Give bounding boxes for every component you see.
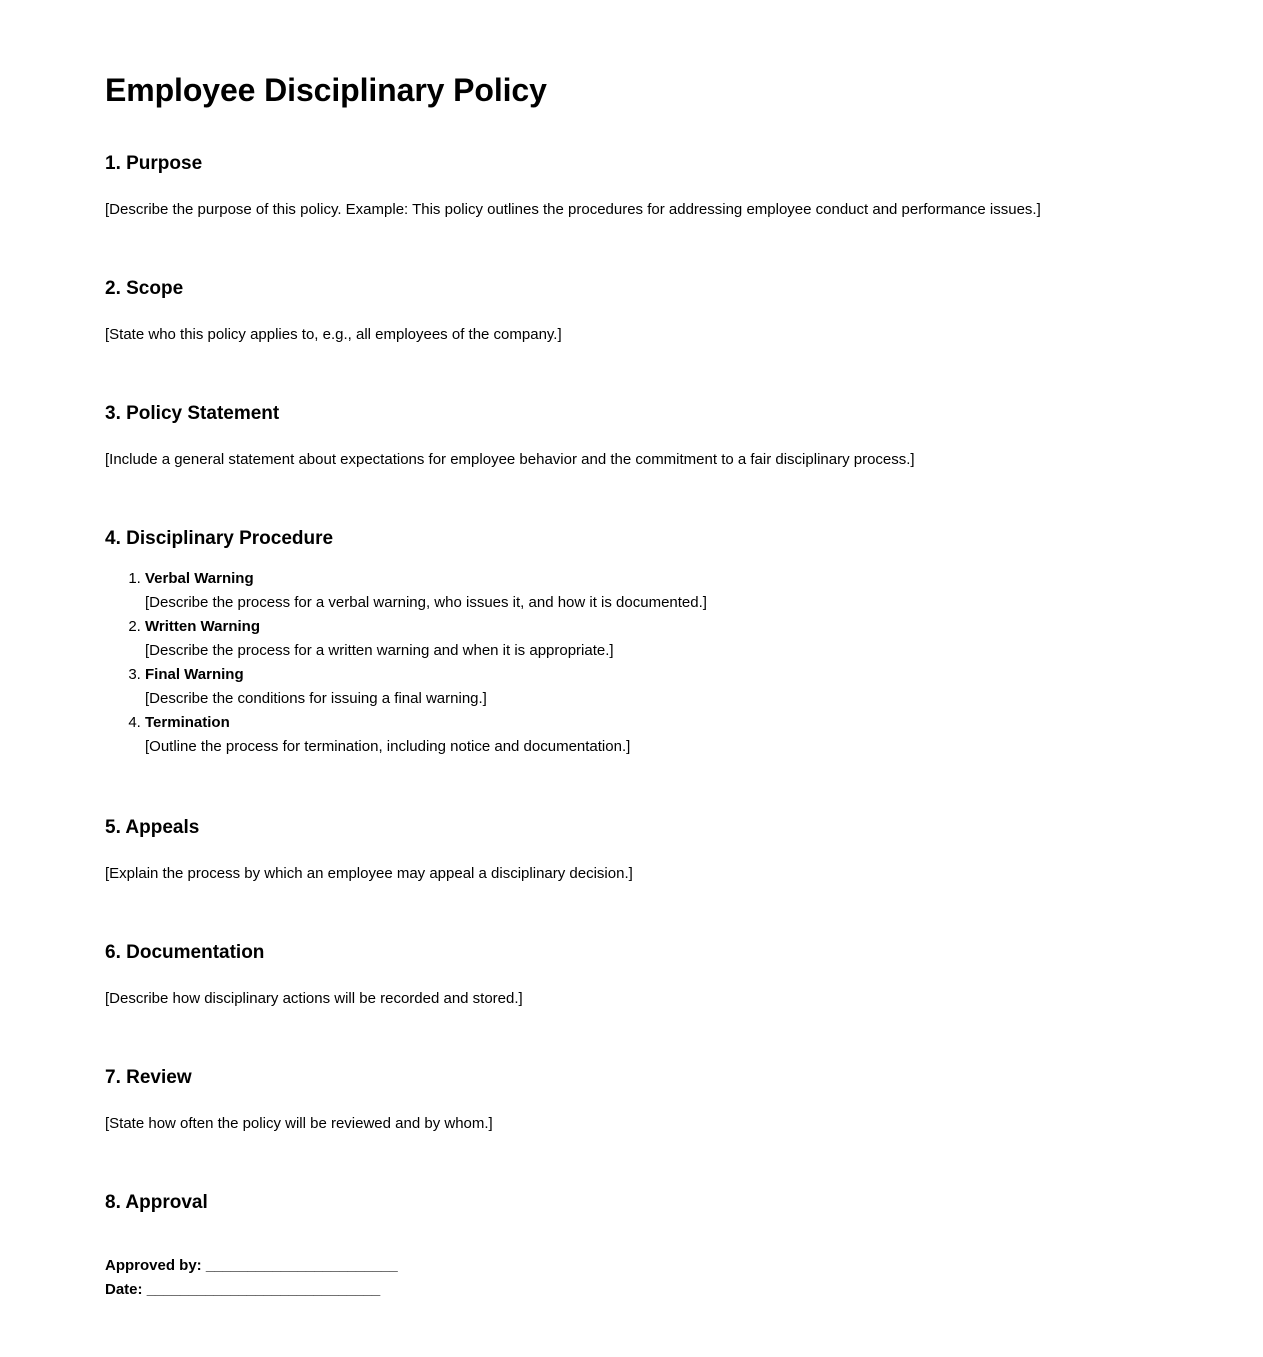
section-scope xyxy=(105,278,1158,345)
list-item-title: Verbal Warning xyxy=(145,569,254,587)
spacer xyxy=(105,301,1158,325)
section-appeals xyxy=(105,817,1158,884)
spacer xyxy=(105,965,1158,989)
section-heading-purpose: 1. Purpose xyxy=(105,152,203,174)
section-documentation xyxy=(105,942,1158,1009)
list-item xyxy=(145,663,1158,711)
list-item-title: Termination xyxy=(145,713,230,731)
list-item-description: [Outline the process for termination, including notice and documentation.] xyxy=(145,737,631,755)
section-heading-review: 7. Review xyxy=(105,1066,192,1088)
list-item-description: [Describe the conditions for issuing a final warning.] xyxy=(145,689,487,707)
section-review xyxy=(105,1067,1158,1134)
list-item xyxy=(145,567,1158,615)
section-body-documentation: [Describe how disciplinary actions will be recorded and stored.] xyxy=(105,989,523,1007)
spacer xyxy=(105,840,1158,864)
approved-by-label: Approved by: xyxy=(105,1256,206,1274)
spacer xyxy=(105,884,1158,942)
list-item-title: Final Warning xyxy=(145,665,244,683)
spacer xyxy=(105,470,1158,528)
section-heading-approval: 8. Approval xyxy=(105,1191,208,1213)
spacer xyxy=(105,1215,1158,1239)
section-heading-scope: 2. Scope xyxy=(105,277,184,299)
list-item-description: [Describe the process for a written warning and when it is appropriate.] xyxy=(145,641,614,659)
approved-by-fill-line[interactable]: _______________________ xyxy=(205,1256,398,1274)
section-heading-documentation: 6. Documentation xyxy=(105,941,265,963)
section-disciplinary-procedure xyxy=(105,528,1158,759)
list-item-title: Written Warning xyxy=(145,617,260,635)
section-purpose xyxy=(105,153,1158,220)
spacer xyxy=(105,1009,1158,1067)
approval-block xyxy=(105,1254,1158,1302)
list-item xyxy=(145,615,1158,663)
spacer xyxy=(105,759,1158,817)
spacer xyxy=(105,551,1158,567)
section-approval xyxy=(105,1192,1158,1302)
disciplinary-procedure-list xyxy=(105,567,1158,759)
section-body-review: [State how often the policy will be reviewed and by whom.] xyxy=(105,1114,493,1132)
spacer xyxy=(105,1090,1158,1114)
section-heading-disciplinary-procedure: 4. Disciplinary Procedure xyxy=(105,527,334,549)
spacer xyxy=(105,220,1158,278)
spacer xyxy=(105,109,1158,153)
spacer xyxy=(105,176,1158,200)
spacer xyxy=(105,345,1158,403)
section-heading-policy-statement: 3. Policy Statement xyxy=(105,402,280,424)
section-body-scope: [State who this policy applies to, e.g., all employees of the company.] xyxy=(105,325,562,343)
date-label: Date: xyxy=(105,1280,147,1298)
section-policy-statement xyxy=(105,403,1158,470)
spacer xyxy=(105,1134,1158,1192)
section-body-purpose: [Describe the purpose of this policy. Example: This policy outlines the procedures for addressing employee conduct and performance issues.] xyxy=(105,200,1041,218)
list-item-description: [Describe the process for a verbal warning, who issues it, and how it is documented.] xyxy=(145,593,707,611)
spacer xyxy=(105,426,1158,450)
section-heading-appeals: 5. Appeals xyxy=(105,816,200,838)
page-title: Employee Disciplinary Policy xyxy=(105,72,547,108)
section-body-appeals: [Explain the process by which an employee may appeal a disciplinary decision.] xyxy=(105,864,633,882)
list-item xyxy=(145,711,1158,759)
date-fill-line[interactable]: ____________________________ xyxy=(146,1280,381,1298)
section-body-policy-statement: [Include a general statement about expectations for employee behavior and the commitment to a fair disciplinary process.] xyxy=(105,450,915,468)
